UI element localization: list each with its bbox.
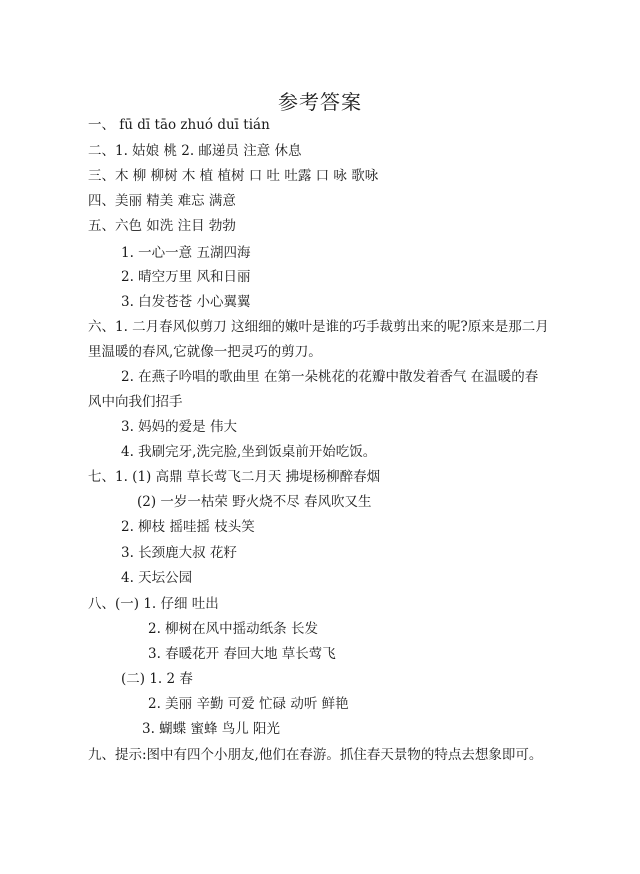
answer-line-8: 3. 白发苍苍 小心翼翼 bbox=[121, 294, 251, 310]
answer-line-13: 3. 妈妈的爱是 伟大 bbox=[121, 419, 237, 435]
answer-line-25: 3. 蝴蝶 蜜蜂 鸟儿 阳光 bbox=[142, 721, 281, 737]
answer-line-16: (2) 一岁一枯荣 野火烧不尽 春风吹又生 bbox=[137, 494, 372, 510]
answer-line-14: 4. 我刷完牙,洗完脸,坐到饭桌前开始吃饭。 bbox=[121, 444, 377, 460]
answer-line-20: 八、(一) 1. 仔细 吐出 bbox=[88, 596, 219, 612]
answer-line-10: 里温暖的春风,它就像一把灵巧的剪刀。 bbox=[88, 344, 322, 360]
answer-line-7: 2. 晴空万里 风和日丽 bbox=[121, 269, 251, 285]
answer-line-23: (二) 1. 2 春 bbox=[121, 671, 193, 687]
answer-line-18: 3. 长颈鹿大叔 花籽 bbox=[121, 545, 237, 561]
answer-line-3: 三、木 柳 柳树 木 植 植树 口 吐 吐露 口 咏 歌咏 bbox=[88, 168, 379, 184]
answer-line-6: 1. 一心一意 五湖四海 bbox=[121, 245, 251, 261]
answer-line-17: 2. 柳枝 摇哇摇 枝头笑 bbox=[121, 519, 255, 535]
answer-line-4: 四、美丽 精美 难忘 满意 bbox=[88, 193, 236, 209]
page-title: 参考答案 bbox=[278, 90, 362, 114]
answer-line-26: 九、提示:图中有四个小朋友,他们在春游。抓住春天景物的特点去想象即可。 bbox=[88, 747, 543, 763]
answer-line-2: 二、1. 姑娘 桃 2. 邮递员 注意 休息 bbox=[88, 143, 302, 159]
answer-line-21: 2. 柳树在风中摇动纸条 长发 bbox=[148, 621, 318, 637]
answer-line-9: 六、1. 二月春风似剪刀 这细细的嫩叶是谁的巧手裁剪出来的呢?原来是那二月 bbox=[88, 319, 549, 335]
answer-line-11: 2. 在燕子吟唱的歌曲里 在第一朵桃花的花瓣中散发着香气 在温暖的春 bbox=[121, 369, 539, 385]
answer-line-12: 风中向我们招手 bbox=[88, 394, 183, 410]
answer-line-19: 4. 天坛公园 bbox=[121, 570, 193, 586]
answer-line-24: 2. 美丽 辛勤 可爱 忙碌 动听 鲜艳 bbox=[148, 696, 349, 712]
answer-line-1: 一、 fū dī tāo zhuó duī tián bbox=[88, 117, 270, 133]
answer-line-15: 七、1. (1) 高鼎 草长莺飞二月天 拂堤杨柳醉春烟 bbox=[88, 469, 381, 485]
answer-line-5: 五、六色 如洗 注目 勃勃 bbox=[88, 218, 236, 234]
answer-line-22: 3. 春暖花开 春回大地 草长莺飞 bbox=[148, 646, 336, 662]
